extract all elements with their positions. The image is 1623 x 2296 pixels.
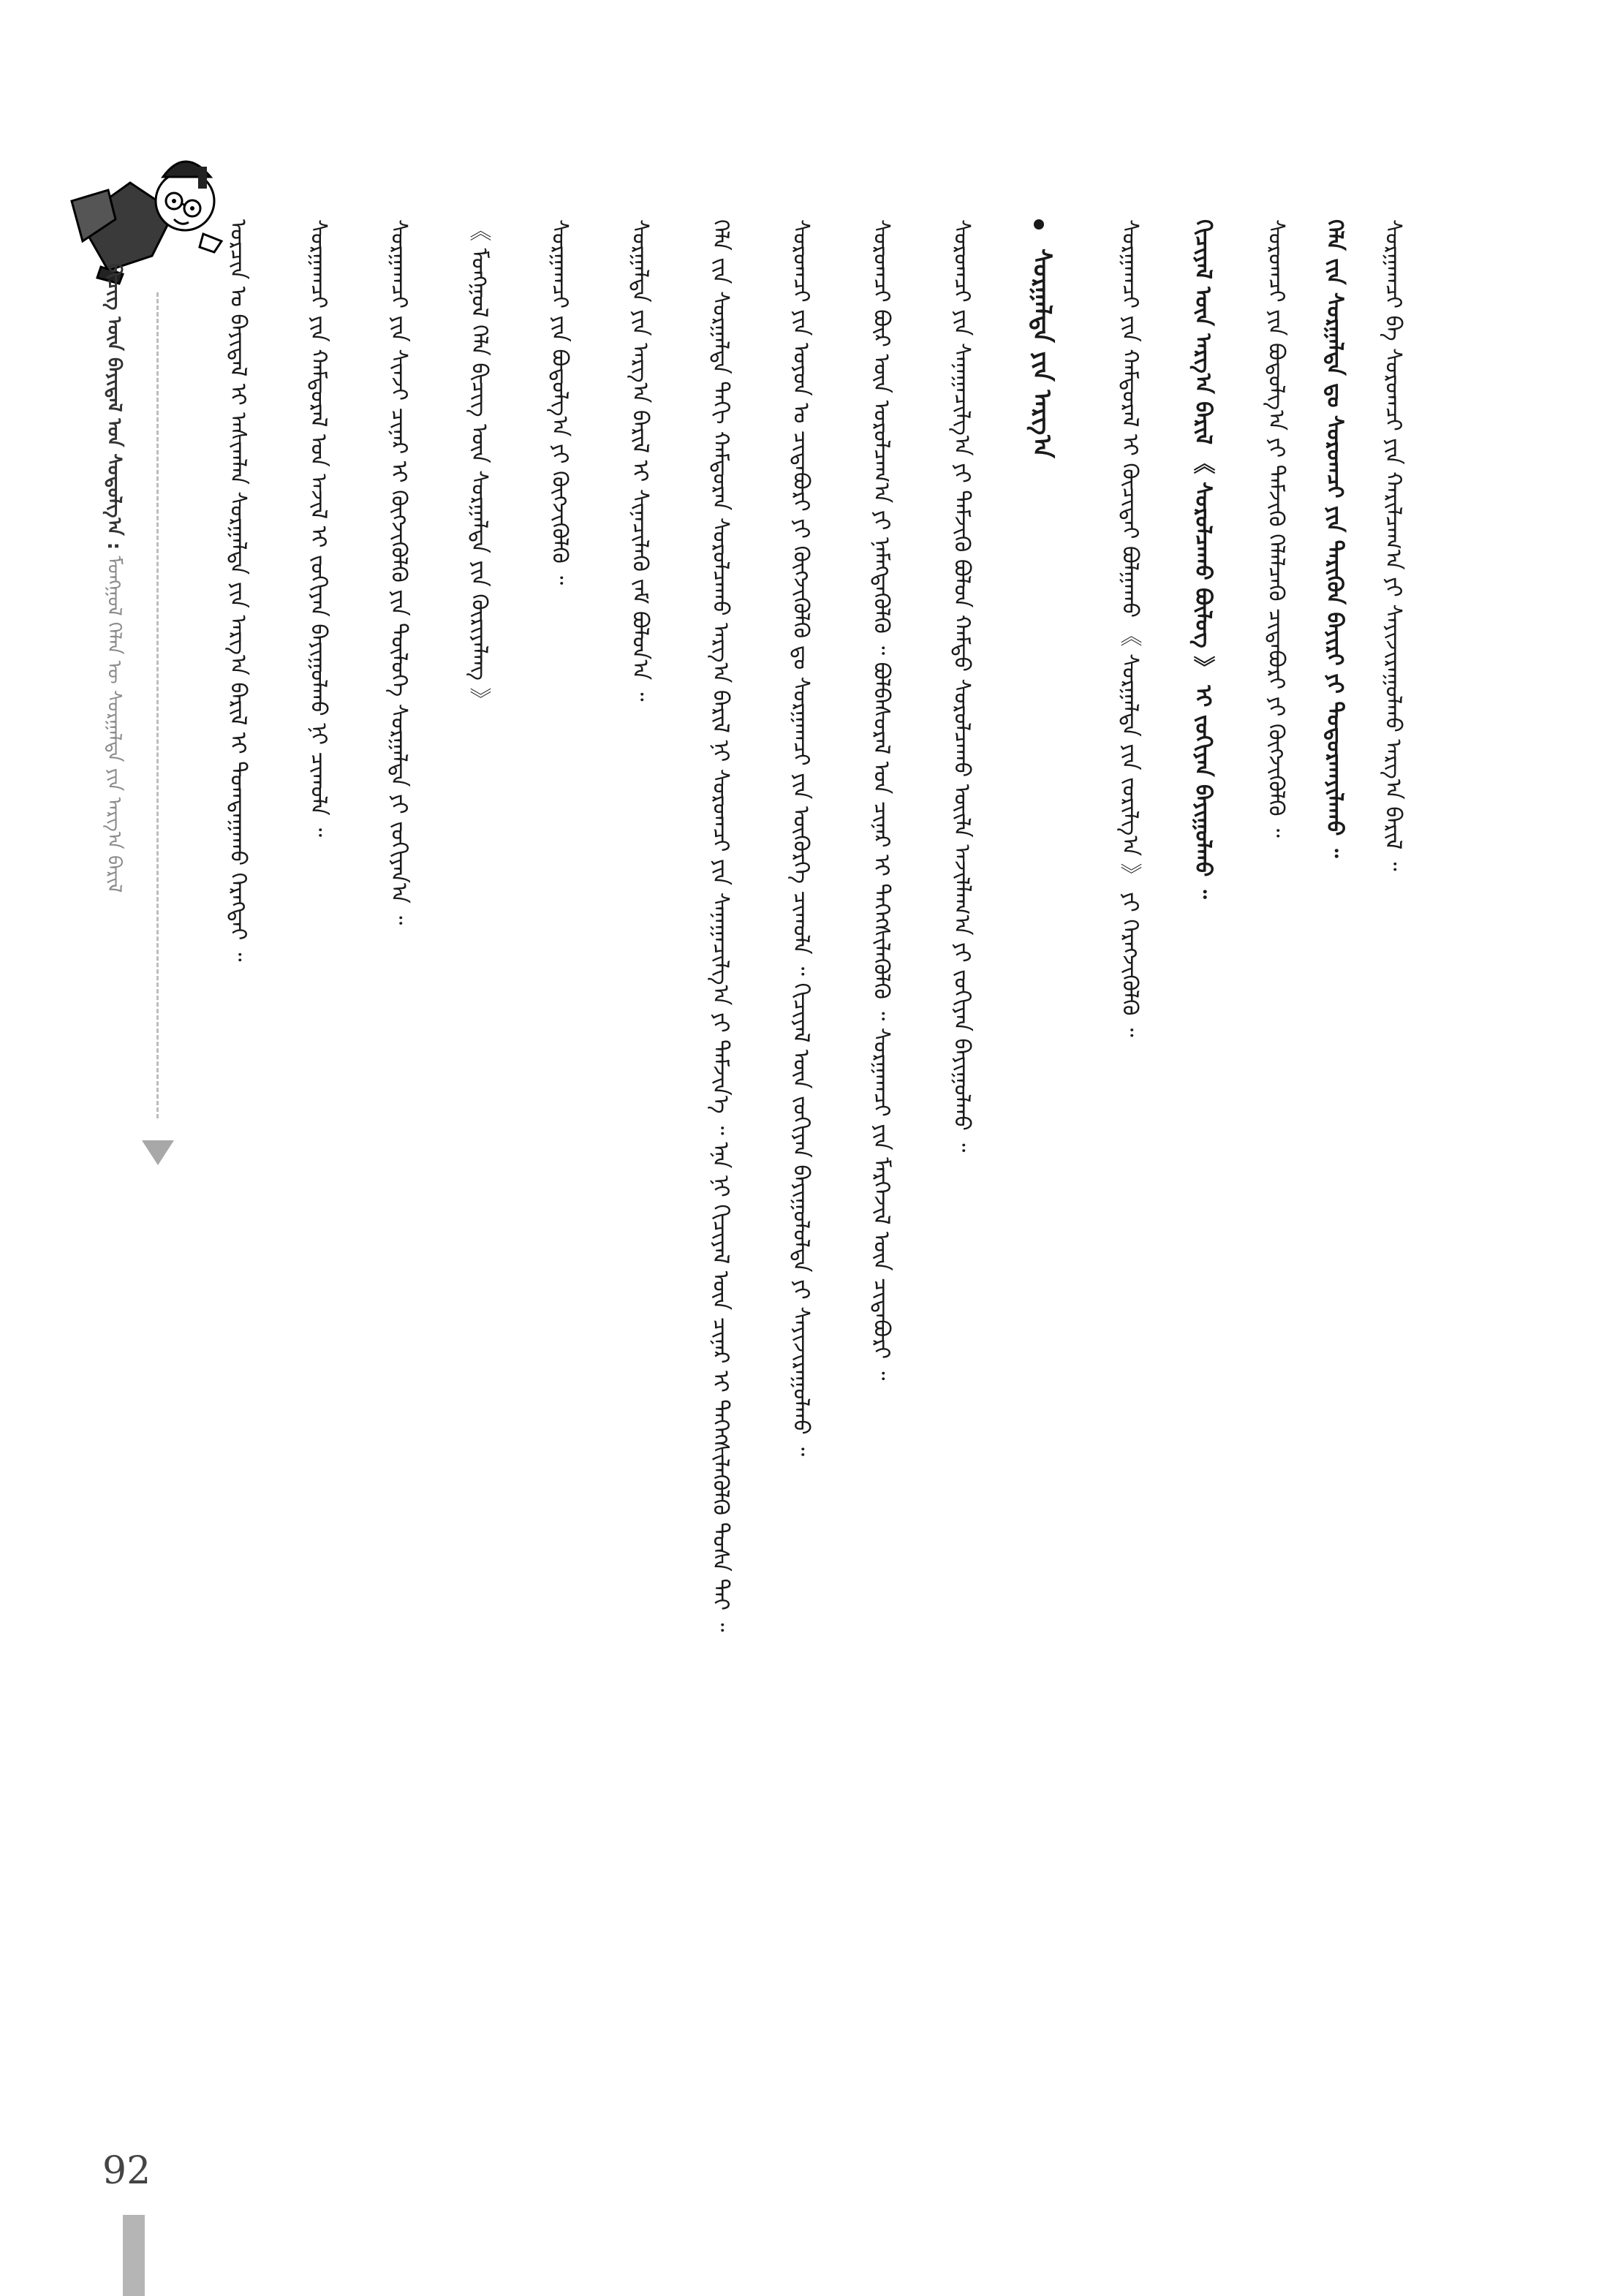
text-column: ᠰᠤᠷᠭᠠᠯᠲᠠ ᠶᠢᠨ ᠠᠷᠭ᠎ᠠ ᠪᠠᠷᠢᠯ ᠢ ᠰᠢᠨᠡᠴᠢᠯᠡᠬᠦ ᠵᠠᠮ ᠪᠣᠯᠤᠨ᠎ᠠ ᠃ xyxy=(627,219,653,702)
text-column: ᠰᠤᠷᠤᠭᠴᠢ ᠪᠦᠷ ᠦᠨ ᠣᠷᠤᠯᠴᠠᠭ᠎ᠠ ᠶᠢ ᠨᠡᠮᠡᠭᠳᠡᠭᠦᠯᠬᠦ ᠃ ᠪᠣᠯᠪᠠᠰᠤᠷᠠᠯ ᠤᠨ ᠴᠢᠨᠠᠷ ᠢ ᠳᠡᠭᠡᠭᠰᠢᠯᠡᠭᠦᠯᠬᠦ ᠃ ᠰᠤᠷᠭᠠᠭᠴᠢ ᠶᠢᠨ ᠮᠡᠷᠭᠡᠵᠢᠯ ᠦᠨ ᠴᠢᠳᠠᠪᠤᠷᠢ ᠃ xyxy=(869,219,894,1381)
guide-arrow-icon xyxy=(142,1140,174,1165)
text-column: ᠣᠷᠴᠢᠨ ᠤ ᠪᠠᠶᠢᠳᠠᠯ ᠢ ᠠᠰᠢᠭᠯᠠᠨ ᠰᠤᠷᠭᠠᠯᠲᠠ ᠶᠢᠨ ᠠᠷᠭ᠎ᠠ ᠪᠠᠷᠢᠯ ᠢ ᠲᠣᠭᠲᠠᠭᠠᠬᠤ ᠬᠡᠷᠡᠭᠲᠡᠢ ᠃ xyxy=(225,219,251,962)
dashed-guide-line xyxy=(156,292,159,1118)
text-column: ᠰᠤᠷᠤᠭᠴᠢ ᠶᠢᠨ ᠪᠣᠳᠣᠯᠭ᠎ᠠ ᠶᠢ ᠳᠡᠮᠵᠢᠬᠦ ᠬᠡᠯᠡᠯᠴᠡᠬᠦ ᠴᠢᠳᠠᠪᠤᠷᠢ ᠶᠢ ᠬᠥᠭᠵᠢᠭᠦᠯᠬᠦ ᠃ xyxy=(1263,219,1289,838)
page-edge-tab xyxy=(123,2215,145,2296)
page-number: 92 xyxy=(102,2149,151,2193)
text-column: ᠰᠤᠷᠭᠠᠭᠴᠢ ᠶᠢᠨ ᠬᠠᠮᠲᠤᠷᠠᠯ ᠢ ᠬᠦᠴᠢᠲᠡᠢ ᠪᠣᠯᠭᠠᠬᠤ 《 ᠰᠤᠷᠭᠠᠯᠲᠠ ᠶᠢᠨ ᠵᠣᠷᠢᠯᠭ᠎ᠠ 》 ᠶᠢ ᠬᠡᠷᠡᠭᠵᠢᠭᠦᠯᠬᠦ ᠃ xyxy=(1117,219,1143,1037)
text-column: ᠰᠤᠷᠤᠭᠴᠢ ᠶᠢᠨ ᠣᠶᠤᠨ ᠤ ᠴᠢᠳᠠᠪᠤᠷᠢ ᠶᠢ ᠬᠥᠭᠵᠢᠭᠦᠯᠬᠦ ᠳᠤ ᠰᠤᠷᠭᠠᠭᠴᠢ ᠶᠢᠨ ᠦᠬᠦᠷᠭᠡ ᠴᠢᠬᠤᠯᠠ ᠃ ᠬᠢᠴᠢᠶᠡᠯ ᠦᠨ ᠵᠣᠬᠢᠶᠠᠨ ᠪᠠᠶᠢᠭᠤᠯᠤᠯᠲᠠ ᠶᠢ ᠰᠠᠶᠢᠵᠢᠷᠠᠭᠤᠯᠬᠤ ᠃ xyxy=(788,219,814,1457)
mascot-boy-illustration xyxy=(64,132,232,285)
text-column: 《 ᠮᠣᠩᠭᠣᠯ ᠬᠡᠯᠡ ᠪᠢᠴᠢᠭ ᠦᠨ ᠰᠤᠷᠭᠠᠯᠲᠠ ᠶᠢᠨ ᠬᠦᠷᠢᠶᠡᠯᠡᠩ 》 xyxy=(466,219,492,710)
text-column: ᠬᠡᠯᠡ ᠵᠢᠨ ᠰᠤᠷᠭᠠᠯᠲᠠ ᠳᠤ ᠰᠤᠷᠤᠭᠴᠢ ᠶᠢᠨ ᠲᠡᠷᠢᠭᠦᠨ ᠪᠠᠶᠢᠷᠢ ᠶᠢ ᠲᠣᠳᠣᠷᠬᠠᠶᠢᠯᠠᠬᠤ ᠃ xyxy=(1322,219,1347,858)
body-text xyxy=(219,219,1418,2076)
section-heading-text: ᠰᠤᠷᠭᠠᠯᠲᠠ ᠶᠢᠨ ᠠᠷᠭ᠎ᠠ xyxy=(1027,248,1056,458)
text-column: ᠰᠤᠷᠭᠠᠭᠴᠢ ᠶᠢᠨ ᠪᠤᠳᠤᠯᠭ᠎ᠠ ᠶᠢ ᠬᠥᠭᠵᠢᠭᠦᠯᠬᠦ ᠃ xyxy=(547,219,572,586)
text-column: ᠰᠤᠷᠤᠭᠴᠢ ᠶᠢᠨ ᠰᠠᠨᠠᠭᠠᠴᠢᠯᠭ᠎ᠠ ᠶᠢ ᠳᠡᠮᠵᠢᠬᠦ ᠪᠣᠯᠤᠨ ᠬᠠᠮᠲᠤ ᠰᠤᠷᠤᠯᠴᠠᠬᠤ ᠦᠢᠯᠡ ᠠᠵᠢᠯᠯᠠᠭ᠎ᠠ ᠶᠢ ᠵᠣᠬᠢᠶᠠᠨ ᠪᠠᠶᠢᠭᠤᠯᠬᠤ ᠃ xyxy=(949,219,975,1153)
text-column: ᠬᠢᠴᠢᠶᠡᠯ ᠦᠨ ᠠᠷᠭ᠎ᠠ ᠪᠠᠷᠢᠯ 《 ᠰᠤᠷᠤᠯᠴᠠᠬᠤ ᠪᠦᠯᠦᠭ 》 ᠢ ᠵᠣᠬᠢᠶᠠᠨ ᠪᠠᠶᠢᠭᠤᠯᠬᠤ ᠃ xyxy=(1190,219,1216,899)
section-heading xyxy=(1024,219,1060,2076)
text-column: ᠰᠤᠷᠭᠠᠭᠴᠢ ᠶᠢᠨ ᠬᠠᠮᠲᠤᠷᠠᠯ ᠤᠨ ᠠᠵᠢᠯ ᠢ ᠵᠣᠬᠢᠶᠠᠨ ᠪᠠᠶᠢᠭᠤᠯᠬᠤ ᠨᠢ ᠴᠢᠬᠤᠯᠠ ᠃ xyxy=(306,219,331,837)
bullet-icon xyxy=(1034,219,1044,230)
text-column: ᠰᠤᠷᠭᠠᠭᠴᠢ ᠶᠢᠨ ᠰᠢᠨᠵᠢ ᠴᠢᠨᠠᠷ ᠢ ᠬᠥᠭᠵᠢᠭᠦᠯᠬᠦ ᠶᠢᠨ ᠲᠥᠯᠥᠭᠡ ᠰᠤᠷᠭᠠᠯᠲᠠ ᠶᠢ ᠵᠣᠬᠢᠶᠠᠨ᠎ᠠ ᠃ xyxy=(386,219,412,925)
text-column: ᠬᠡᠯᠡ ᠵᠢᠨ ᠰᠤᠷᠭᠠᠯᠲᠠ ᠳᠠᠬᠢ ᠬᠠᠮᠲᠤᠷᠠᠨ ᠰᠤᠷᠤᠯᠴᠠᠬᠤ ᠠᠷᠭ᠎ᠠ ᠪᠠᠷᠢᠯ ᠨᠢ ᠰᠤᠷᠤᠭᠴᠢ ᠶᠢᠨ ᠰᠠᠨᠠᠭᠠᠴᠢᠯᠭ᠎ᠠ ᠶᠢ ᠳᠡᠮᠵᠢᠨ᠎ᠡ ᠃ ᠡᠨᠡ ᠨᠢ ᠬᠢᠴᠢᠶᠡᠯ ᠦᠨ ᠴᠢᠨᠠᠷ ᠢ ᠳᠡᠭᠡᠭᠰᠢᠯᠡᠭᠦᠯᠬᠦ ᠲᠤᠰᠠ ᠲᠠᠶ ᠃ xyxy=(708,219,733,1632)
text-column: ᠰᠤᠷᠭᠠᠭᠴᠢ ᠪᠠ ᠰᠤᠷᠤᠭᠴᠢ ᠶᠢᠨ ᠬᠠᠷᠢᠯᠴᠠᠭ᠎ᠠ ᠶᠢ ᠰᠠᠶᠢᠵᠢᠷᠠᠭᠤᠯᠬᠤ ᠠᠷᠭ᠎ᠠ ᠪᠠᠷᠢᠯ ᠃ xyxy=(1380,219,1406,871)
running-header-bold: ᠪᠢᠴᠢᠭ ᠦᠨ ᠪᠠᠶᠢᠳᠠᠯ ᠤᠨ ᠰᠤᠳᠤᠯᠭ᠎ᠠ : xyxy=(103,263,125,550)
running-header-title: ᠮᠣᠩᠭᠣᠯ ᠬᠡᠯᠡᠨ ᠦ ᠰᠤᠷᠭᠠᠯᠲᠠ ᠶᠢᠨ ᠠᠷᠭ᠎ᠠ ᠪᠠᠷᠢᠯ xyxy=(103,556,125,893)
running-header xyxy=(102,263,146,1140)
